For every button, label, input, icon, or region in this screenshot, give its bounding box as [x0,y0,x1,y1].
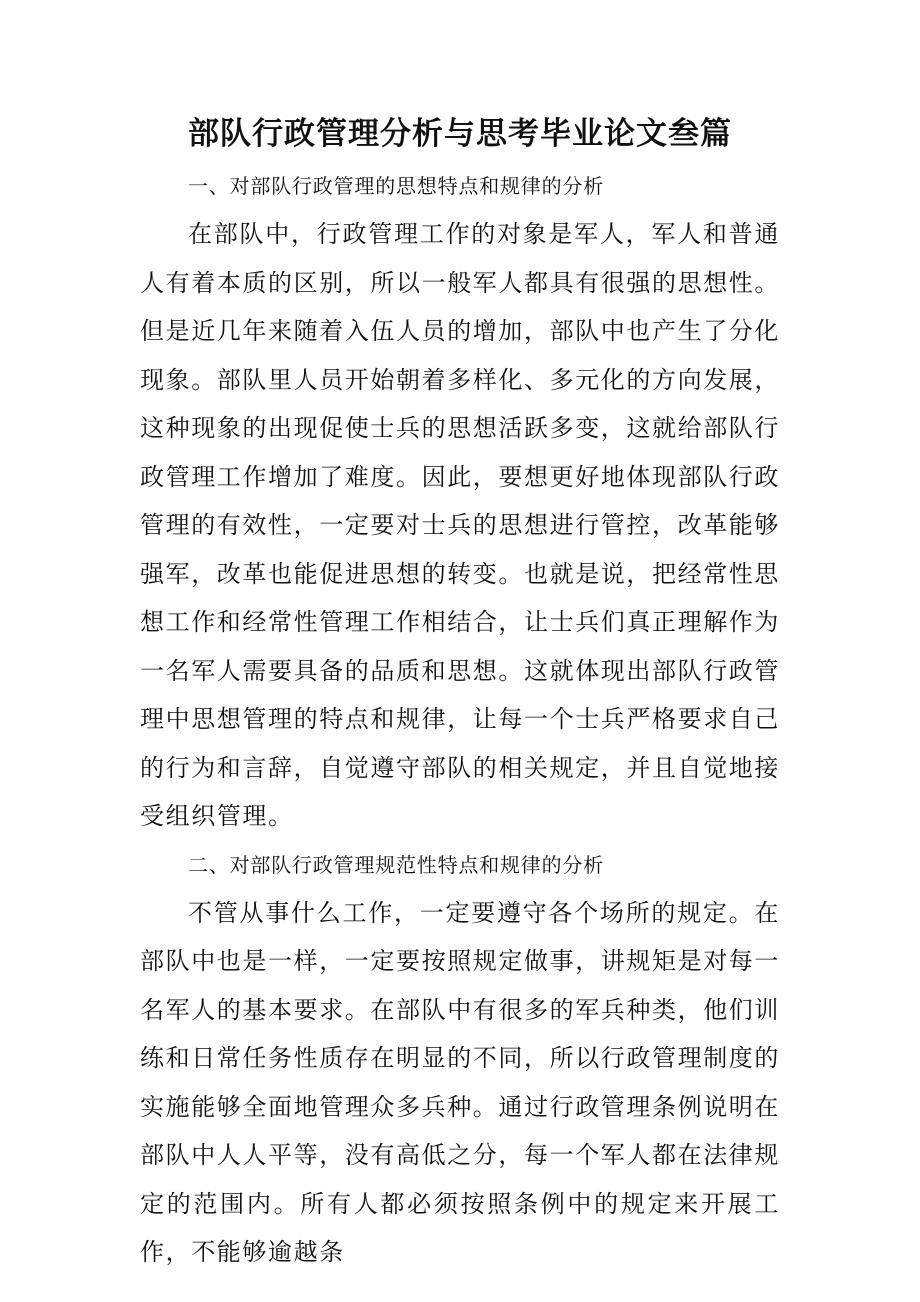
section-paragraph-2: 不管从事什么工作，一定要遵守各个场所的规定。在部队中也是一样，一定要按照规定做事，讲规矩是对每一名军人的基本要求。在部队中有很多的军兵种类，他们训练和日常任务性质存在明显的不同，所以行政管理制度的实施能够全面地管理众多兵种。通过行政管理条例说明在部队中人人平等，没有高低之分，每一个军人都在法律规定的范围内。所有人都必须按照条例中的规定来开展工作，不能够逾越条 [140,898,780,1266]
document-page [140,110,780,1277]
section-paragraph-1: 在部队中，行政管理工作的对象是军人，军人和普通人有着本质的区别，所以一般军人都具有很强的思想性。但是近几年来随着入伍人员的增加，部队中也产生了分化现象。部队里人员开始朝着多样化、多元化的方向发展，这种现象的出现促使士兵的思想活跃多变，这就给部队行政管理工作增加了难度。因此，要想更好地体现部队行政管理的有效性，一定要对士兵的思想进行管控，改革能够强军，改革也能促进思想的转变。也就是说，把经常性思想工作和经常性管理工作相结合，让士兵们真正理解作为一名军人需要具备的品质和思想。这就体现出部队行政管理中思想管理的特点和规律，让每一个士兵严格要求自己的行为和言辞，自觉遵守部队的相关规定，并且自觉地接受组织管理。 [140,220,780,830]
section-heading-1: 一、对部队行政管理的思想特点和规律的分析 [188,174,604,198]
section-heading-2: 二、对部队行政管理规范性特点和规律的分析 [188,852,604,877]
document-title: 部队行政管理分析与思考毕业论文叁篇 [188,116,732,152]
